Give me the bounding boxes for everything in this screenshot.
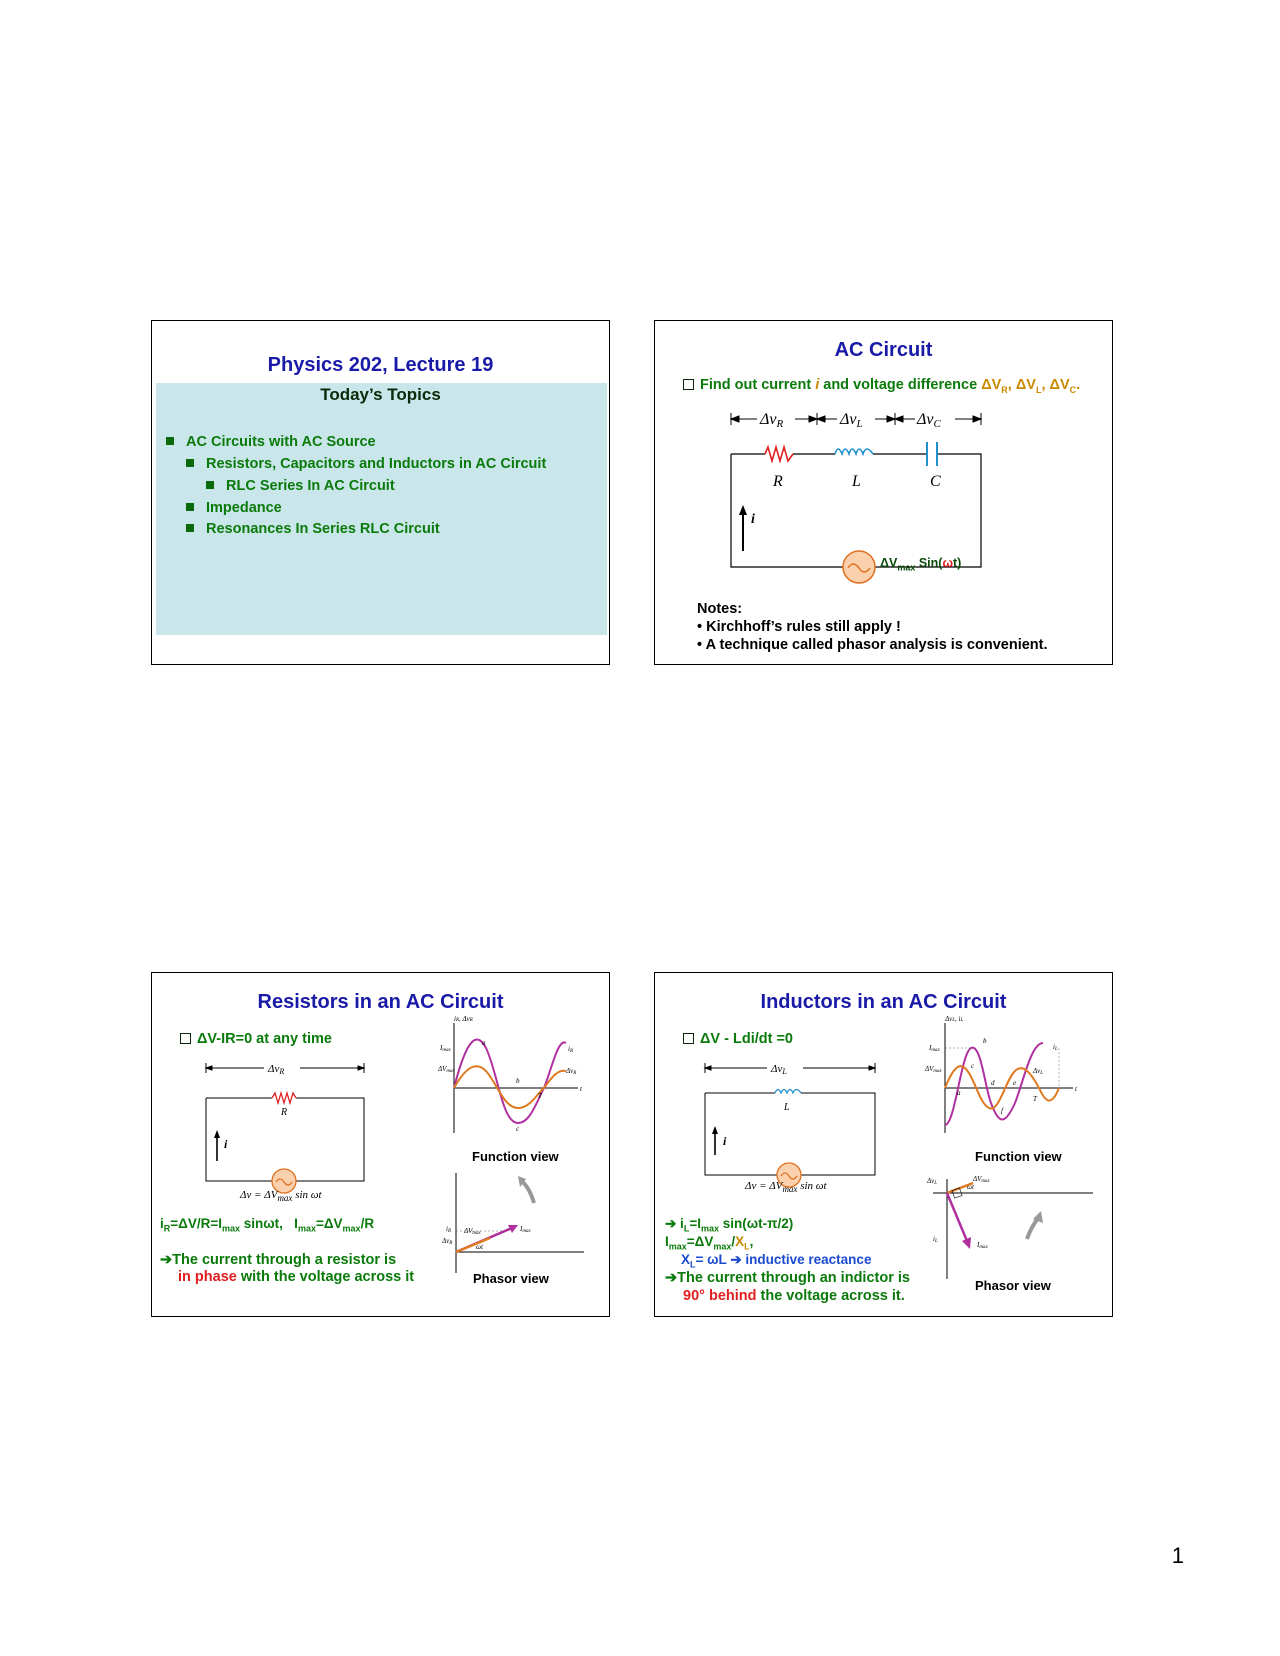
svg-text:Imax: Imax — [440, 1044, 451, 1053]
circuit-caption: $\Delta v = \Delta V_{max}$ sin ωt — [240, 1189, 322, 1204]
svg-text:ΔvL, iL: ΔvL, iL — [945, 1015, 964, 1023]
svg-text:Imax: Imax — [929, 1044, 940, 1053]
svg-text:ΔvL: ΔvL — [771, 1063, 787, 1076]
topic-item: Resistors, Capacitors and Inductors in AC Circuit — [186, 456, 546, 472]
dv-l-label: ΔvL — [840, 411, 863, 430]
inductor-current-formula: ➔ $i_L=I_{max}$ sin(ωt-π/2) — [665, 1216, 794, 1234]
svg-text:ΔvR: ΔvR — [566, 1067, 577, 1076]
conclusion-line2: 90° behind the voltage across it. — [683, 1288, 905, 1304]
svg-text:Imax: Imax — [520, 1225, 531, 1234]
svg-text:iR: iR — [568, 1045, 574, 1054]
slide3-equation: ΔV-IR=0 at any time — [180, 1031, 332, 1047]
svg-text:T: T — [1033, 1095, 1037, 1103]
slide-4 — [654, 972, 1113, 1317]
dv-c-label: ΔvC — [917, 411, 941, 430]
svg-text:R: R — [281, 1107, 288, 1118]
notes-title: Notes: — [697, 601, 743, 617]
note-item: • Kirchhoff’s rules still apply ! — [697, 619, 901, 635]
function-view-label: Function view — [472, 1149, 559, 1164]
svg-text:c: c — [516, 1125, 520, 1133]
note-item: • A technique called phasor analysis is convenient. — [697, 637, 1048, 653]
svg-text:ΔvR: ΔvR — [442, 1237, 453, 1246]
svg-text:b: b — [983, 1037, 987, 1045]
svg-text:t: t — [580, 1085, 582, 1093]
svg-text:i: i — [723, 1134, 727, 1148]
slide3-title: Resistors in an AC Circuit — [257, 991, 504, 1013]
svg-text:Imax: Imax — [977, 1241, 988, 1250]
function-view-graph — [438, 1013, 588, 1143]
topic-item: Impedance — [186, 500, 282, 516]
topics-heading: Today’s Topics — [320, 385, 441, 404]
topic-item: Resonances In Series RLC Circuit — [186, 521, 440, 537]
c-label: C — [930, 473, 941, 490]
svg-text:T: T — [538, 1092, 542, 1100]
imax-formula: $I_{max}=\Delta V_{max}/X_L$, — [665, 1234, 754, 1252]
conclusion-line1: ➔The current through an indictor is — [665, 1270, 910, 1286]
svg-text:iR, ΔvR: iR, ΔvR — [454, 1015, 473, 1023]
dv-r-label: ΔvR — [760, 411, 784, 430]
svg-text:t: t — [1075, 1085, 1077, 1093]
phasor-view-graph — [923, 1169, 1103, 1289]
slide2-prompt: Find out current i and voltage difference $\Delta V_R$, $\Delta V_L$, $\Delta V_C$. — [683, 377, 1080, 395]
svg-text:a: a — [482, 1039, 486, 1047]
svg-text:ΔVmax: ΔVmax — [438, 1065, 455, 1074]
topic-item: RLC Series In AC Circuit — [206, 478, 395, 494]
phasor-view-label: Phasor view — [975, 1278, 1051, 1293]
svg-text:i: i — [224, 1137, 228, 1151]
ac-source-icon — [843, 551, 875, 583]
phasor-view-label: Phasor view — [473, 1271, 549, 1286]
page-number: 1 — [1171, 1543, 1184, 1568]
svg-text:ΔvL: ΔvL — [927, 1177, 937, 1186]
svg-text:ΔVmax: ΔVmax — [925, 1065, 942, 1074]
topic-item: AC Circuits with AC Source — [166, 434, 376, 450]
slide-2 — [654, 320, 1113, 665]
svg-text:L: L — [784, 1102, 790, 1113]
svg-text:iL: iL — [1053, 1043, 1058, 1052]
circuit-caption: $\Delta v = \Delta V_{max}$ sin ωt — [745, 1180, 827, 1195]
function-view-graph — [923, 1013, 1083, 1143]
inductor-symbol — [835, 449, 873, 454]
svg-text:ωt: ωt — [967, 1183, 974, 1191]
svg-text:iR: iR — [446, 1225, 452, 1234]
phasor-view-graph — [442, 1163, 592, 1283]
slide1-title: Physics 202, Lecture 19 — [267, 354, 494, 376]
inductor-symbol — [775, 1090, 801, 1094]
current-formula: $i_R=\Delta V/R=I_{max}$ sinωt, $I_{max}=\Delta V_{max}/R$ — [160, 1216, 375, 1234]
svg-text:d: d — [991, 1079, 995, 1087]
svg-text:f: f — [1001, 1107, 1003, 1115]
reactance-formula: $X_L= \omega L$ ➔ inductive reactance — [681, 1252, 872, 1270]
svg-text:a: a — [957, 1089, 961, 1097]
svg-text:e: e — [1013, 1079, 1017, 1087]
svg-text:ωt: ωt — [476, 1243, 483, 1251]
conclusion-line2: in phase with the voltage across it — [178, 1269, 415, 1285]
resistor-symbol — [765, 447, 793, 461]
dv-r-label: ΔvR — [268, 1063, 285, 1076]
slide-3 — [151, 972, 610, 1317]
slide4-equation: ΔV - Ldi/dt =0 — [683, 1031, 793, 1047]
l-label: L — [852, 473, 861, 490]
source-label: $\Delta V_{max}$ Sin(ωt) — [880, 556, 962, 573]
capacitor-symbol — [927, 442, 937, 466]
slide4-title: Inductors in an AC Circuit — [760, 991, 1007, 1013]
svg-text:iL: iL — [933, 1235, 938, 1244]
conclusion-line1: ➔The current through a resistor is — [160, 1252, 397, 1268]
svg-text:ΔvL: ΔvL — [1033, 1067, 1043, 1076]
slide-1 — [151, 320, 610, 665]
svg-text:b: b — [516, 1077, 520, 1085]
r-label: R — [773, 473, 783, 490]
svg-text:ΔVmax: ΔVmax — [464, 1227, 481, 1236]
slide2-title: AC Circuit — [834, 339, 933, 361]
svg-text:ΔVmax: ΔVmax — [973, 1175, 990, 1184]
svg-text:c: c — [971, 1062, 975, 1070]
function-view-label: Function view — [975, 1149, 1062, 1164]
resistor-symbol — [272, 1093, 296, 1103]
current-label: i — [751, 512, 755, 527]
